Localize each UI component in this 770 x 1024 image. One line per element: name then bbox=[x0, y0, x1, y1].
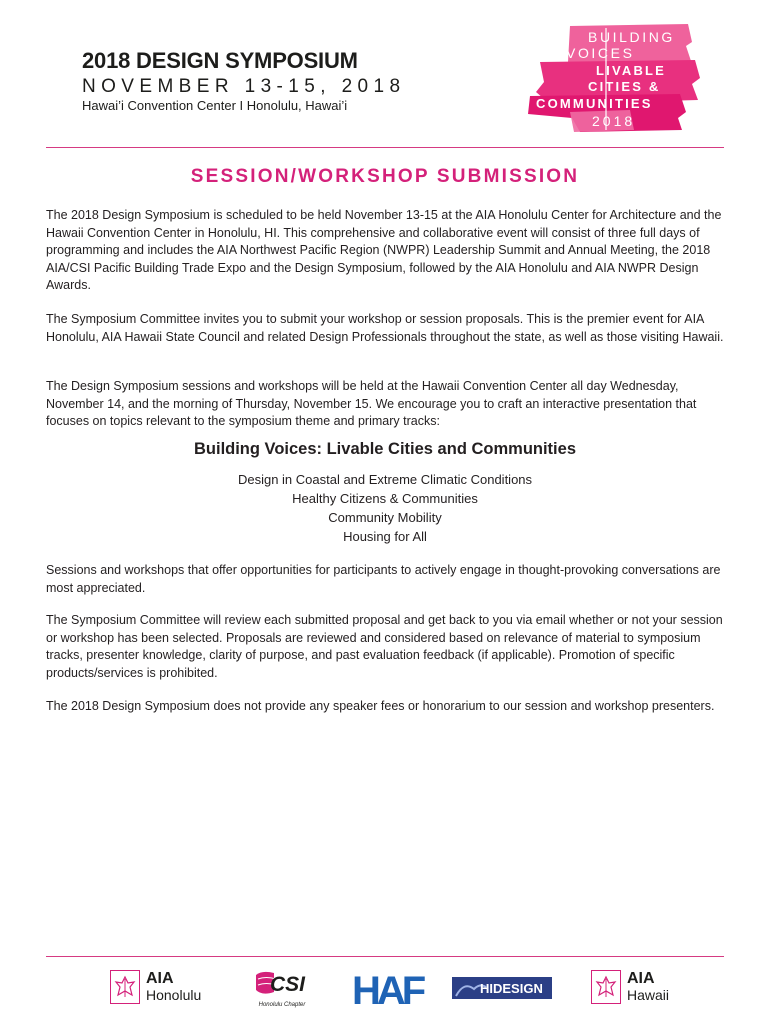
track-item: Community Mobility bbox=[328, 510, 442, 525]
section-title: SESSION/WORKSHOP SUBMISSION bbox=[190, 166, 580, 187]
logo-line-2: VOICES bbox=[566, 45, 635, 61]
intro-paragraph: The 2018 Design Symposium is scheduled to be held November 13-15 at the AIA Honolulu Center for Architecture and the Hawaii Convention Center in Honolulu, HI. This comprehensive and collaborative event will consist of three full days of programming and includes the AIA Northwest Pacific Region (NWPR) Leadership Summit and Annual Meeting, the 2018 AIA/CSI Pacific Building Trade Expo and the Design Symposium, followed by the AIA Honolulu and AIA NWPR Design Awards. bbox=[46, 208, 722, 293]
csi-chapter: Honolulu Chapter bbox=[258, 1002, 306, 1008]
building-voices-logo-graphic bbox=[510, 22, 710, 134]
aia-honolulu-sub: Honolulu bbox=[146, 987, 202, 1003]
review-paragraph: The Symposium Committee will review each submitted proposal and get back to you via email whether or not your session or workshop has been selected. Proposals are reviewed and considered based on relevance of material to symposium tracks, presenter knowledge, clarity of purpose, and past evaluation feedback (if applicable). Promotion of specific products/services is prohibited. bbox=[46, 613, 723, 680]
track-item: Design in Coastal and Extreme Climatic Conditions bbox=[237, 472, 533, 487]
track-item: Housing for All bbox=[343, 529, 427, 544]
building-voices-logo bbox=[510, 22, 710, 134]
event-venue: Hawai’i Convention Center I Honolulu, Hawai’i bbox=[82, 98, 348, 113]
logo-line-3: LIVABLE bbox=[596, 63, 667, 78]
event-dates: NOVEMBER 13-15, 2018 bbox=[82, 76, 406, 97]
haf-mark bbox=[352, 966, 423, 1013]
footer-divider bbox=[46, 956, 724, 957]
track-item: Healthy Citizens & Communities bbox=[292, 491, 478, 506]
tracks-heading: Building Voices: Livable Cities and Communities bbox=[193, 440, 576, 458]
logo-line-6: 2018 bbox=[592, 113, 636, 129]
hidesign-name: HIDESIGN bbox=[480, 981, 543, 996]
aia-hawaii-logo bbox=[591, 970, 669, 1008]
header-divider bbox=[46, 147, 724, 148]
tracks-list bbox=[0, 470, 770, 546]
logo-line-1: BUILDING bbox=[588, 29, 675, 45]
aia-hawaii-sub: Hawaii bbox=[627, 987, 670, 1003]
invite-paragraph: The Symposium Committee invites you to submit your workshop or session proposals. This is the premier event for AIA Honolulu, AIA Hawaii State Council and related Design Professionals throughout the state, as well as those visiting Hawaii. bbox=[46, 312, 724, 344]
hidesign-mark bbox=[452, 977, 552, 999]
haf-logo bbox=[352, 966, 423, 1013]
aia-eagle-icon bbox=[110, 970, 140, 1004]
schedule-paragraph: The Design Symposium sessions and workshops will be held at the Hawaii Convention Center all day Wednesday, November 14, and the morning of Thursday, November 15. We encourage you to craft an interactive presentation that focuses on topics relevant to the symposium theme and primary tracks: bbox=[46, 379, 697, 429]
csi-logo bbox=[254, 970, 310, 1008]
aia-honolulu-name: AIA bbox=[146, 970, 174, 987]
aia-eagle-icon bbox=[591, 970, 621, 1004]
event-title: 2018 DESIGN SYMPOSIUM bbox=[82, 48, 358, 73]
hidesign-logo bbox=[452, 977, 552, 1015]
logo-line-5: COMMUNITIES bbox=[536, 96, 653, 111]
logo-line-4: CITIES & bbox=[588, 79, 661, 94]
csi-mark-icon bbox=[254, 970, 310, 996]
fees-paragraph: The 2018 Design Symposium does not provide any speaker fees or honorarium to our session and workshop presenters. bbox=[46, 699, 715, 713]
engage-paragraph: Sessions and workshops that offer opportunities for participants to actively engage in thought-provoking conversations are most appreciated. bbox=[46, 563, 721, 595]
csi-name: CSI bbox=[270, 973, 306, 996]
haf-name: HAF bbox=[352, 969, 423, 1013]
aia-honolulu-logo bbox=[110, 970, 201, 1008]
aia-hawaii-name: AIA bbox=[627, 970, 655, 987]
